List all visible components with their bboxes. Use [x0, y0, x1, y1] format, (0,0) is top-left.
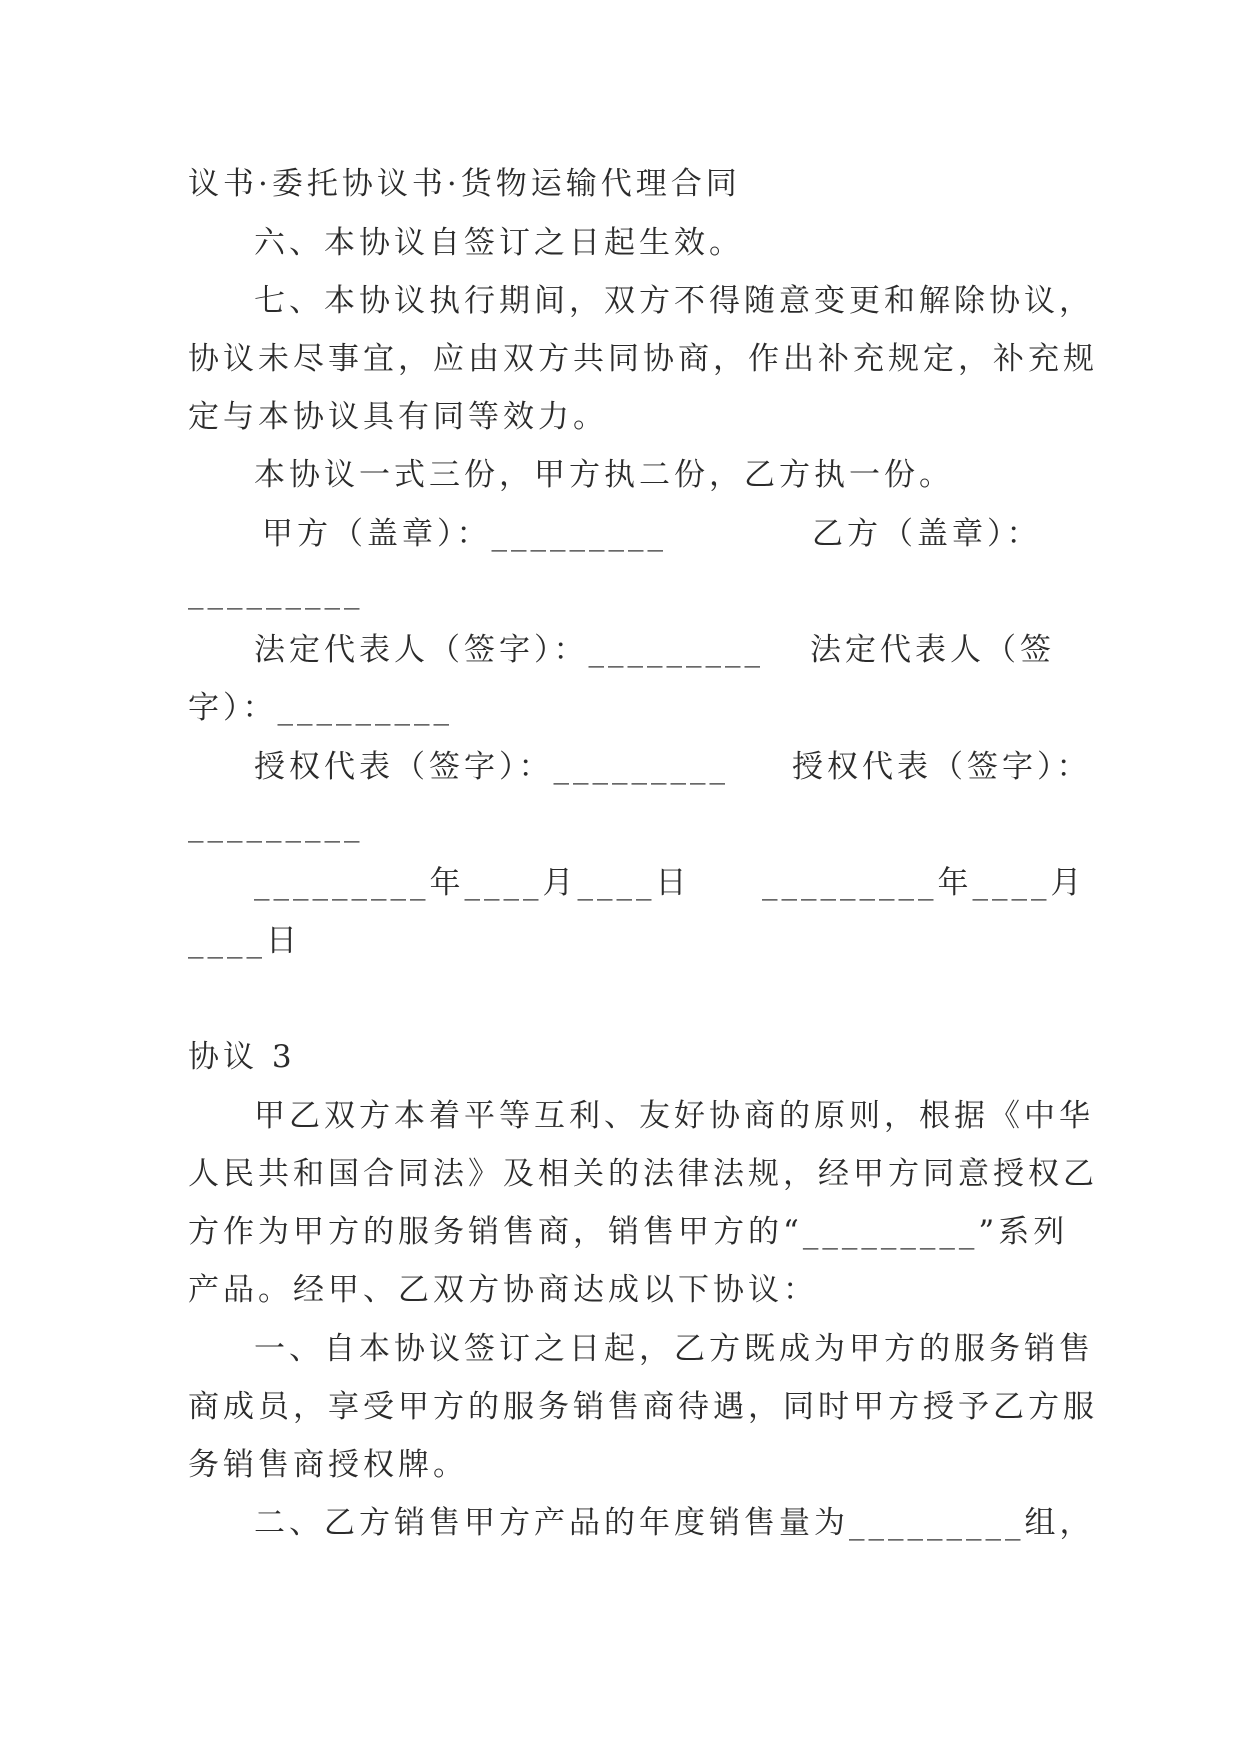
signature-line: 授权代表（签字）：: [792, 749, 1092, 785]
text-line: 方作为甲方的服务销售商，销售甲方的“_________”系列: [188, 1214, 1069, 1250]
text-line: 定与本协议具有同等效力。: [188, 399, 608, 435]
signature-line: _________: [188, 807, 364, 843]
text-line: 务销售商授权牌。: [188, 1447, 468, 1483]
signature-line: 乙方（盖章）：: [812, 516, 1042, 552]
date-line: ____日: [188, 923, 301, 959]
text-line: 二、乙方销售甲方产品的年度销售量为_________组，: [254, 1505, 1095, 1541]
text-line: 七、本协议执行期间，双方不得随意变更和解除协议，: [254, 283, 1094, 319]
date-line: _________年____月____日: [254, 865, 691, 901]
text-line: 人民共和国合同法》及相关的法律法规，经甲方同意授权乙: [188, 1156, 1098, 1192]
text-line: 协议未尽事宜，应由双方共同协商，作出补充规定，补充规: [188, 341, 1098, 377]
text-line: 六、本协议自签订之日起生效。: [254, 225, 744, 261]
signature-line: _________: [188, 574, 364, 610]
text-line: 一、自本协议签订之日起，乙方既成为甲方的服务销售: [254, 1331, 1094, 1367]
signature-line: 字）：_________: [188, 690, 453, 726]
text-line: 甲乙双方本着平等互利、友好协商的原则，根据《中华: [254, 1098, 1094, 1134]
text-line: 议书·委托协议书·货物运输代理合同: [188, 166, 741, 202]
text-line: 本协议一式三份，甲方执二份，乙方执一份。: [254, 457, 954, 493]
text-line: 产品。经甲、乙双方协商达成以下协议：: [188, 1272, 818, 1308]
signature-line: 法定代表人（签: [810, 632, 1055, 668]
signature-line: 法定代表人（签字）：_________: [254, 632, 764, 668]
section-heading: 协议 3: [188, 1039, 296, 1075]
text-line: 商成员，享受甲方的服务销售商待遇，同时甲方授予乙方服: [188, 1389, 1098, 1425]
signature-line: 甲方（盖章）：_________: [262, 516, 667, 552]
date-line: _________年____月: [762, 865, 1086, 901]
signature-line: 授权代表（签字）：_________: [254, 749, 729, 785]
